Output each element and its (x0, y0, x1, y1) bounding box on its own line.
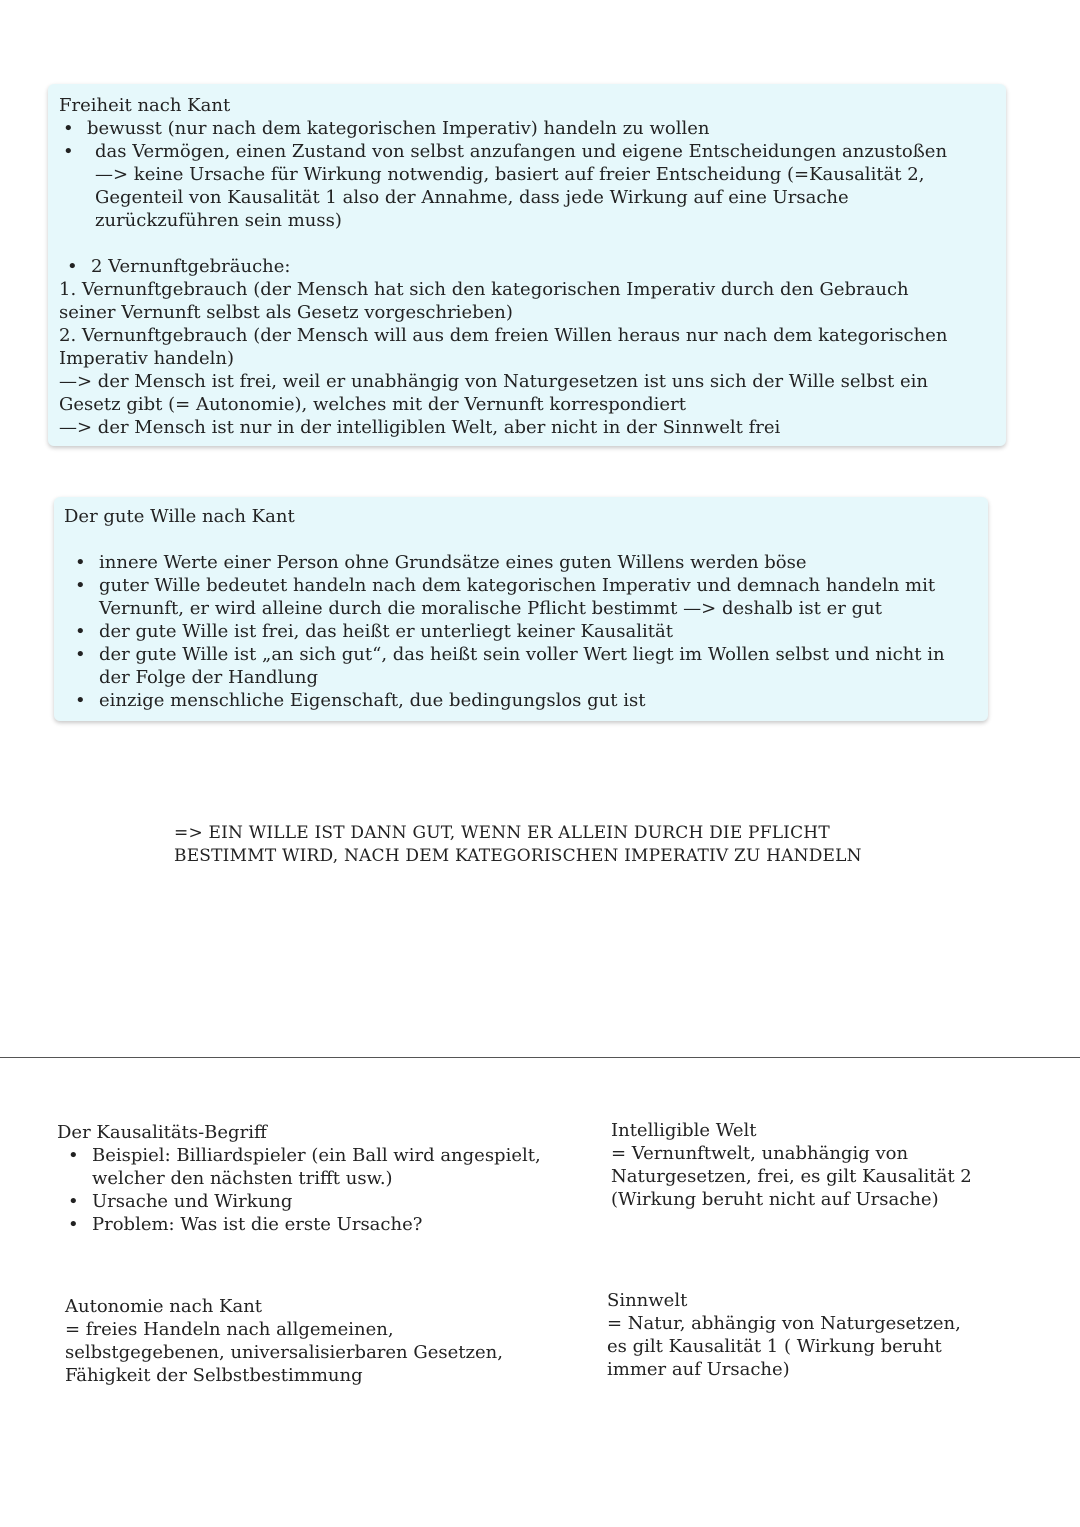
conclusion-statement (174, 822, 974, 868)
sinnwelt-note (607, 1289, 1027, 1381)
freiheit-cont-line: Gegenteil von Kausalität 1 also der Annahme, dass jede Wirkung auf eine Ursache (95, 187, 849, 208)
guter-wille-bullet (99, 620, 978, 643)
note-line: = Natur, abhängig von Naturgesetzen, (607, 1313, 961, 1334)
freiheit-line: seiner Vernunft selbst als Gesetz vorgeschrieben) (59, 302, 513, 323)
bullet-line: • Problem: Was ist die erste Ursache? (92, 1214, 423, 1235)
autonomie-note (65, 1295, 545, 1387)
bullet-line: • der gute Wille ist „an sich gut“, das heißt sein voller Wert liegt im Wollen selbst und nicht in (99, 644, 945, 665)
freiheit-cont-line: zurückzuführen sein muss) (95, 210, 342, 231)
freiheit-bullet-3: • 2 Vernunftgebräuche: (91, 255, 996, 278)
note-line: Naturgesetzen, frei, es gilt Kausalität 2 (611, 1166, 972, 1187)
guter-wille-box (54, 497, 988, 721)
guter-wille-title: Der gute Wille nach Kant (64, 506, 295, 527)
autonomie-title: Autonomie nach Kant (65, 1296, 263, 1317)
freiheit-bullets-2 (59, 255, 996, 278)
guter-wille-bullet (99, 643, 978, 689)
note-line: = Vernunftwelt, unabhängig von (611, 1143, 909, 1164)
note-line: = freies Handeln nach allgemeinen, (65, 1319, 394, 1340)
page-divider (0, 1057, 1080, 1058)
freiheit-line: 1. Vernunftgebrauch (der Mensch hat sich den kategorischen Imperativ durch den Gebrauch (59, 279, 909, 300)
bullet-line: welcher den nächsten trifft usw.) (92, 1168, 393, 1189)
note-line: es gilt Kausalität 1 ( Wirkung beruht (607, 1336, 942, 1357)
freiheit-bullet-2 (87, 140, 996, 232)
guter-wille-bullet (99, 551, 978, 574)
freiheit-title: Freiheit nach Kant (59, 95, 231, 116)
bullet-line: • innere Werte einer Person ohne Grundsätze eines guten Willens werden böse (99, 552, 807, 573)
intelligible-welt-title: Intelligible Welt (611, 1120, 757, 1141)
conclusion-line: BESTIMMT WIRD, NACH DEM KATEGORISCHEN IMPERATIV ZU HANDELN (174, 846, 862, 866)
freiheit-line: Gesetz gibt (= Autonomie), welches mit der Vernunft korrespondiert (59, 394, 686, 415)
note-line: selbstgegebenen, universalisierbaren Gesetzen, (65, 1342, 503, 1363)
kausalitaet-bullet (92, 1213, 577, 1236)
bullet-line: • Ursache und Wirkung (92, 1191, 293, 1212)
freiheit-bullets (59, 117, 996, 232)
note-line: (Wirkung beruht nicht auf Ursache) (611, 1189, 939, 1210)
bullet-line: • der gute Wille ist frei, das heißt er unterliegt keiner Kausalität (99, 621, 673, 642)
note-line: Fähigkeit der Selbstbestimmung (65, 1365, 363, 1386)
freiheit-line: —> der Mensch ist frei, weil er unabhängig von Naturgesetzen ist uns sich der Wille selbst ein (59, 371, 928, 392)
bullet-line: • guter Wille bedeutet handeln nach dem kategorischen Imperativ und demnach handeln mit (99, 575, 936, 596)
freiheit-line: —> der Mensch ist nur in der intelligiblen Welt, aber nicht in der Sinnwelt frei (59, 417, 781, 438)
bullet-line: Vernunft, er wird alleine durch die moralische Pflicht bestimmt —> deshalb ist er gut (99, 598, 882, 619)
freiheit-bullet-2-text: • das Vermögen, einen Zustand von selbst anzufangen und eigene Entscheidungen anzustoßen (95, 141, 948, 162)
conclusion-line: => EIN WILLE IST DANN GUT, WENN ER ALLEIN DURCH DIE PFLICHT (174, 823, 830, 843)
kausalitaet-title: Der Kausalitäts-Begriff (57, 1122, 267, 1143)
kausalitaet-note (57, 1121, 577, 1236)
intelligible-welt-note (611, 1119, 1031, 1211)
guter-wille-bullet (99, 689, 978, 712)
note-line: immer auf Ursache) (607, 1359, 790, 1380)
guter-wille-bullet (99, 574, 978, 620)
bullet-line: der Folge der Handlung (99, 667, 319, 688)
bullet-line: • Beispiel: Billiardspieler (ein Ball wird angespielt, (92, 1145, 541, 1166)
kausalitaet-bullets (57, 1144, 577, 1236)
kausalitaet-bullet (92, 1190, 577, 1213)
freiheit-bullet-1: • bewusst (nur nach dem kategorischen Imperativ) handeln zu wollen (87, 117, 996, 140)
kausalitaet-bullet (92, 1144, 577, 1190)
freiheit-cont-line: —> keine Ursache für Wirkung notwendig, basiert auf freier Entscheidung (=Kausalität 2, (95, 164, 925, 185)
freiheit-line: Imperativ handeln) (59, 348, 235, 369)
bullet-line: • einzige menschliche Eigenschaft, due bedingungslos gut ist (99, 690, 646, 711)
freiheit-line: 2. Vernunftgebrauch (der Mensch will aus dem freien Willen heraus nur nach dem kategorischen (59, 325, 948, 346)
freiheit-box (48, 84, 1006, 446)
guter-wille-bullets (64, 551, 978, 712)
sinnwelt-title: Sinnwelt (607, 1290, 688, 1311)
